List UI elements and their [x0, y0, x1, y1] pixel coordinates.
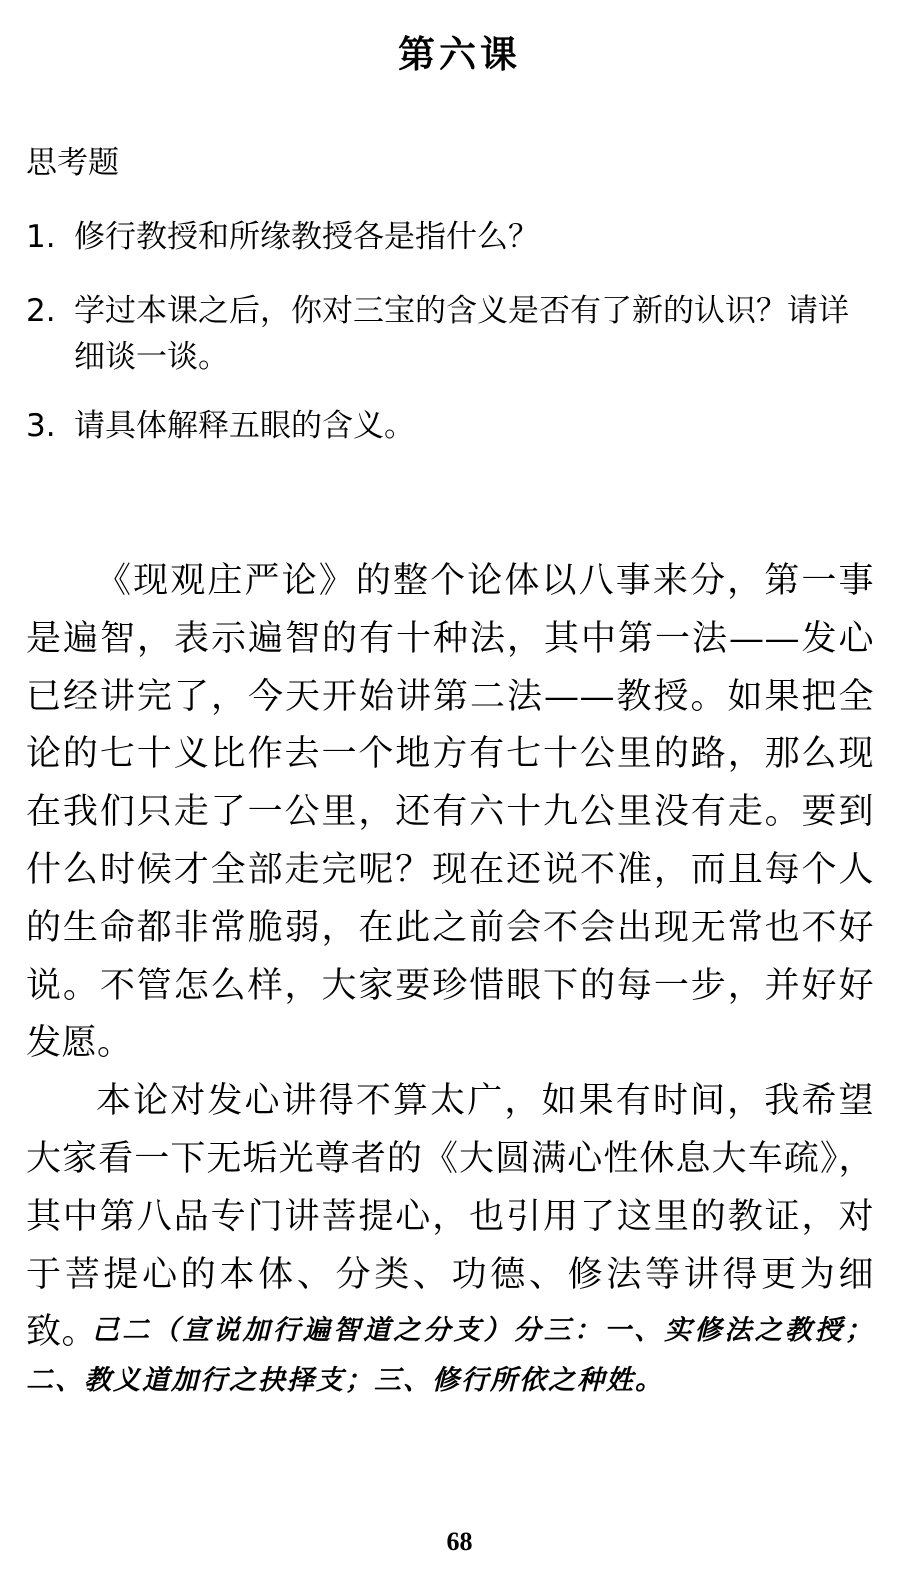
page-number: 68	[446, 1527, 473, 1556]
body-paragraph: 本论对发心讲得不算太广，如果有时间，我希望大家看一下无垢光尊者的《大圆满心性休息大车疏》，其中第八品专门讲菩提心，也引用了这里的教证，对于菩提心的本体、分类、功德、修法等讲得更为细致。	[26, 1081, 874, 1353]
question-text: 修行教授和所缘教授各是指什么？	[74, 219, 539, 255]
body-text	[26, 553, 874, 1362]
question-item	[26, 288, 876, 380]
question-text: 请具体解释五眼的含义。	[74, 408, 415, 444]
questions-heading: 思考题	[26, 145, 119, 181]
page-title: 第六课	[398, 32, 521, 76]
question-item	[26, 214, 876, 260]
question-number: 1.	[26, 219, 56, 255]
question-number: 3.	[26, 408, 56, 444]
question-item	[26, 403, 876, 449]
outline-heading: 己二（宣说加行遍智道之分支）分三：一、实修法之教授；二、教义道加行之抉择支；三、修行所依之种姓。	[26, 1315, 874, 1396]
question-number: 2.	[26, 293, 56, 329]
body-paragraph: 《现观庄严论》的整个论体以八事来分，第一事是遍智，表示遍智的有十种法，其中第一法——发心已经讲完了，今天开始讲第二法——教授。如果把全论的七十义比作去一个地方有七十公里的路，那么现在我们只走了一公里，还有六十九公里没有走。要到什么时候才全部走完呢？现在还说不准，而且每个人的生命都非常脆弱，在此之前会不会出现无常也不好说。不管怎么样，大家要珍惜眼下的每一步，并好好发愿。	[26, 561, 874, 1064]
question-text: 学过本课之后，你对三宝的含义是否有了新的认识？请详细谈一谈。	[74, 293, 849, 375]
